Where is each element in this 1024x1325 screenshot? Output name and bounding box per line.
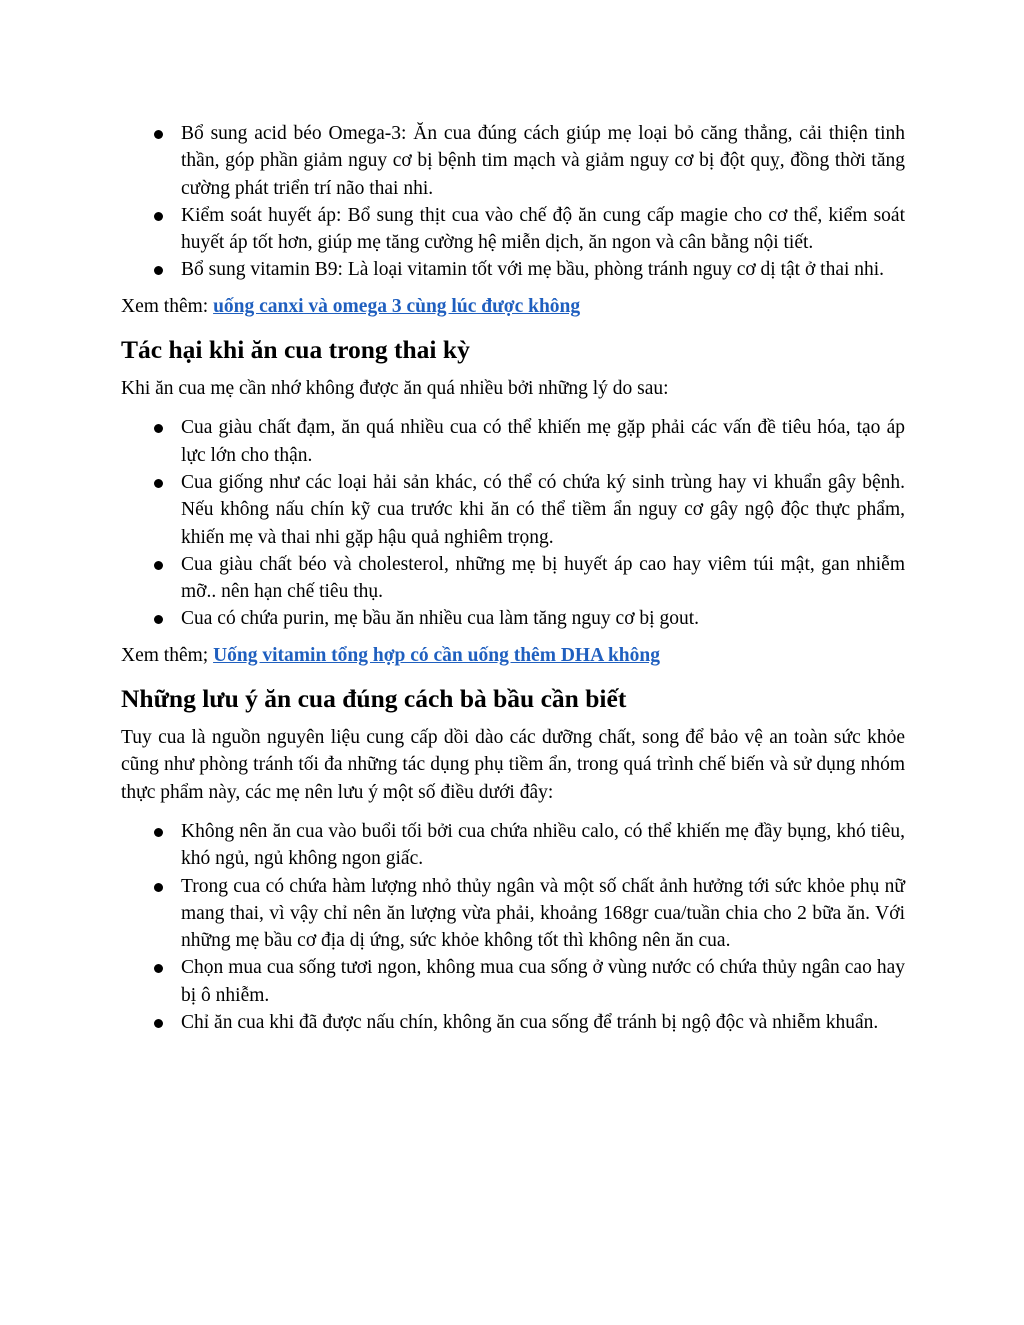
list-item — [121, 1009, 905, 1036]
bullet-icon — [154, 479, 163, 488]
see-also-prefix: Xem thêm: — [121, 295, 214, 317]
bullet-icon — [154, 130, 163, 139]
see-also-paragraph — [121, 642, 905, 669]
section-heading: Tác hại khi ăn cua trong thai kỳ — [121, 335, 470, 365]
list-item — [121, 605, 905, 632]
list-item-text: Trong cua có chứa hàm lượng nhỏ thủy ngân và một số chất ảnh hưởng tới sức khỏe phụ nữ mang thai, vì vậy chỉ nên ăn lượng vừa phải, khoảng 168gr cua/tuần chia cho 2 bữa ăn. Với những mẹ bầu cơ địa dị ứng, sức khỏe không tốt thì không nên ăn cua. — [181, 875, 905, 952]
harms-list — [121, 414, 905, 632]
bullet-icon — [154, 266, 163, 275]
see-also-prefix: Xem thêm; — [121, 644, 214, 666]
list-item — [121, 873, 905, 955]
list-item-text: Kiểm soát huyết áp: Bổ sung thịt cua vào chế độ ăn cung cấp magie cho cơ thể, kiểm soát huyết áp tốt hơn, giúp mẹ tăng cường hệ miễn dịch, ăn ngon và cân bằng nội tiết. — [181, 204, 905, 254]
benefits-list — [121, 120, 905, 284]
see-also-link[interactable]: uống canxi và omega 3 cùng lúc được không — [213, 295, 581, 317]
bullet-icon — [154, 212, 163, 221]
list-item — [121, 954, 905, 1009]
bullet-icon — [154, 964, 163, 973]
list-item-text: Chọn mua cua sống tươi ngon, không mua cua sống ở vùng nước có chứa thủy ngân cao hay bị ô nhiễm. — [181, 957, 905, 1006]
see-also-link[interactable]: Uống vitamin tổng hợp có cần uống thêm DHA không — [213, 644, 660, 666]
see-also-paragraph — [121, 293, 905, 320]
list-item-text: Không nên ăn cua vào buổi tối bởi cua chứa nhiều calo, có thể khiến mẹ đầy bụng, khó tiêu, khó ngủ, ngủ không ngon giấc. — [181, 820, 905, 870]
section-heading: Những lưu ý ăn cua đúng cách bà bầu cần biết — [121, 684, 627, 714]
list-item-text: Bổ sung acid béo Omega-3: Ăn cua đúng cách giúp mẹ loại bỏ căng thẳng, cải thiện tinh thần, góp phần giảm nguy cơ bị bệnh tim mạch và giảm nguy cơ bị đột quỵ, đồng thời tăng cường phát triển trí não thai nhi. — [181, 123, 905, 199]
list-item-text: Cua giống như các loại hải sản khác, có thể có chứa ký sinh trùng hay vi khuẩn gây bệnh. Nếu không nấu chín kỹ cua trước khi ăn có thể tiềm ẩn nguy cơ gây ngộ độc thực phẩm, khiến mẹ và thai nhi gặp hậu quả nghiêm trọng. — [181, 471, 905, 548]
section-intro: Khi ăn cua mẹ cần nhớ không được ăn quá nhiều bởi những lý do sau: — [121, 378, 669, 400]
bullet-icon — [154, 424, 163, 433]
document-page — [121, 120, 905, 1036]
tips-list — [121, 818, 905, 1036]
list-item-text: Cua giàu chất đạm, ăn quá nhiều cua có thể khiến mẹ gặp phải các vấn đề tiêu hóa, tạo áp lực lớn cho thận. — [181, 417, 905, 466]
section-intro: Tuy cua là nguồn nguyên liệu cung cấp dồi dào các dưỡng chất, song để bảo vệ an toàn sức khỏe cũng như phòng tránh tối đa những tác dụng phụ tiềm ẩn, trong quá trình chế biến và sử dụng nhóm thực phẩm này, các mẹ nên lưu ý một số điều dưới đây: — [121, 727, 905, 803]
list-item-text: Cua giàu chất béo và cholesterol, những mẹ bị huyết áp cao hay viêm túi mật, gan nhiễm mỡ.. nên hạn chế tiêu thụ. — [181, 553, 905, 603]
bullet-icon — [154, 615, 163, 624]
list-item — [121, 818, 905, 873]
list-item-text: Bổ sung vitamin B9: Là loại vitamin tốt với mẹ bầu, phòng tránh nguy cơ dị tật ở thai nhi. — [181, 259, 885, 281]
bullet-icon — [154, 1019, 163, 1028]
bullet-icon — [154, 561, 163, 570]
list-item — [121, 414, 905, 469]
list-item — [121, 469, 905, 551]
list-item-text: Chỉ ăn cua khi đã được nấu chín, không ăn cua sống để tránh bị ngộ độc và nhiễm khuẩn. — [181, 1012, 879, 1034]
list-item — [121, 202, 905, 257]
bullet-icon — [154, 828, 163, 837]
list-item-text: Cua có chứa purin, mẹ bầu ăn nhiều cua làm tăng nguy cơ bị gout. — [181, 608, 699, 630]
list-item — [121, 256, 905, 283]
bullet-icon — [154, 883, 163, 892]
list-item — [121, 120, 905, 202]
list-item — [121, 551, 905, 606]
